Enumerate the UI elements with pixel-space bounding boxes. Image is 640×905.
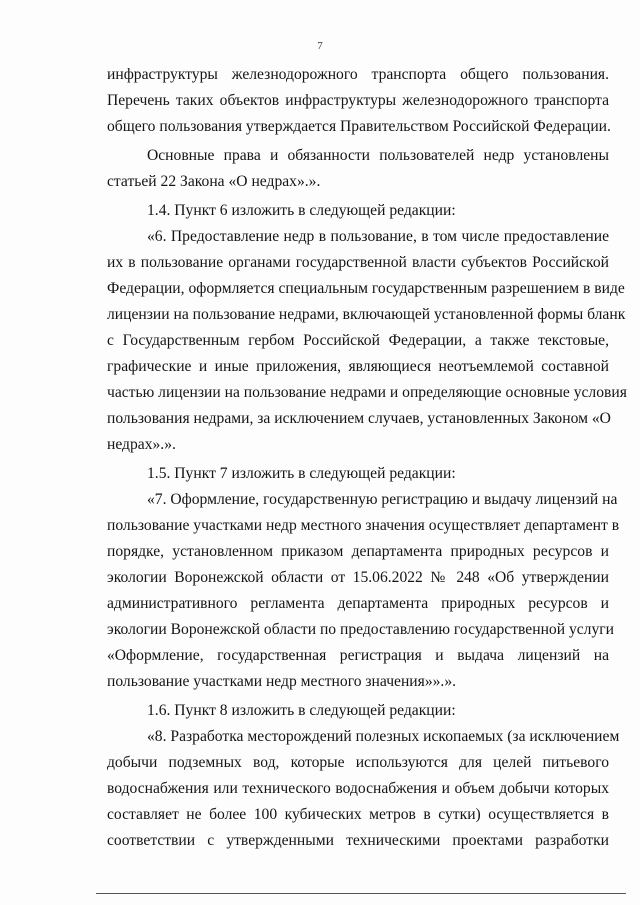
text-line: «6. Предоставление недр в пользование, в том числе предоставление bbox=[147, 228, 609, 245]
text-line: Основные права и обязанности пользователей недр установлены bbox=[147, 147, 609, 164]
page-bottom-edge bbox=[96, 893, 626, 894]
text-line: графические и иные приложения, являющиеся неотъемлемой составной bbox=[107, 358, 609, 375]
text-line: лицензии на пользование недрами, включающей установленной формы бланк bbox=[107, 306, 626, 323]
text-line: порядке, установленном приказом департамента природных ресурсов и bbox=[107, 543, 609, 560]
text-line: «8. Разработка месторождений полезных ископаемых (за исключением bbox=[147, 728, 620, 745]
text-line: «7. Оформление, государственную регистрацию и выдачу лицензий на bbox=[147, 491, 618, 508]
text-line: с Государственным гербом Российской Федерации, а также текстовые, bbox=[107, 332, 609, 349]
page-number: 7 bbox=[317, 40, 323, 52]
text-line: «Оформление, государственная регистрация и выдача лицензий на bbox=[107, 647, 609, 664]
text-line: Перечень таких объектов инфраструктуры железнодорожного транспорта bbox=[107, 92, 609, 109]
text-line: составляет не более 100 кубических метров в сутки) осуществляется в bbox=[107, 806, 609, 823]
text-line: инфраструктуры железнодорожного транспорта общего пользования. bbox=[107, 66, 609, 83]
text-line: частью лицензии на пользование недрами и определяющие основные условия bbox=[107, 384, 627, 401]
text-line: общего пользования утверждается Правительством Российской Федерации. bbox=[107, 118, 611, 135]
text-line: административного регламента департамента природных ресурсов и bbox=[107, 595, 609, 612]
text-line: соответствии с утвержденными техническими проектами разработки bbox=[107, 832, 609, 849]
text-line: пользование участками недр местного значения осуществляет департамент в bbox=[107, 517, 620, 534]
section-heading: 1.4. Пункт 6 изложить в следующей редакции: bbox=[147, 202, 456, 219]
text-line: экологии Воронежской области по предоставлению государственной услуги bbox=[107, 621, 614, 638]
text-line: экологии Воронежской области от 15.06.2022 № 248 «Об утверждении bbox=[107, 569, 609, 586]
text-line: добычи подземных вод, которые используются для целей питьевого bbox=[107, 754, 609, 771]
text-line: водоснабжения или технического водоснабжения и объем добычи которых bbox=[107, 780, 609, 797]
section-heading: 1.5. Пункт 7 изложить в следующей редакции: bbox=[147, 465, 456, 482]
text-line: их в пользование органами государственной власти субъектов Российской bbox=[107, 254, 609, 271]
text-line: статьей 22 Закона «О недрах».». bbox=[107, 173, 321, 190]
text-line: Федерации, оформляется специальным государственным разрешением в виде bbox=[107, 280, 625, 297]
text-line: недрах».». bbox=[107, 436, 176, 453]
text-line: пользование участками недр местного значения»».». bbox=[107, 673, 457, 690]
text-line: пользования недрами, за исключением случаев, установленных Законом «О bbox=[107, 410, 611, 427]
section-heading: 1.6. Пункт 8 изложить в следующей редакции: bbox=[147, 702, 456, 719]
